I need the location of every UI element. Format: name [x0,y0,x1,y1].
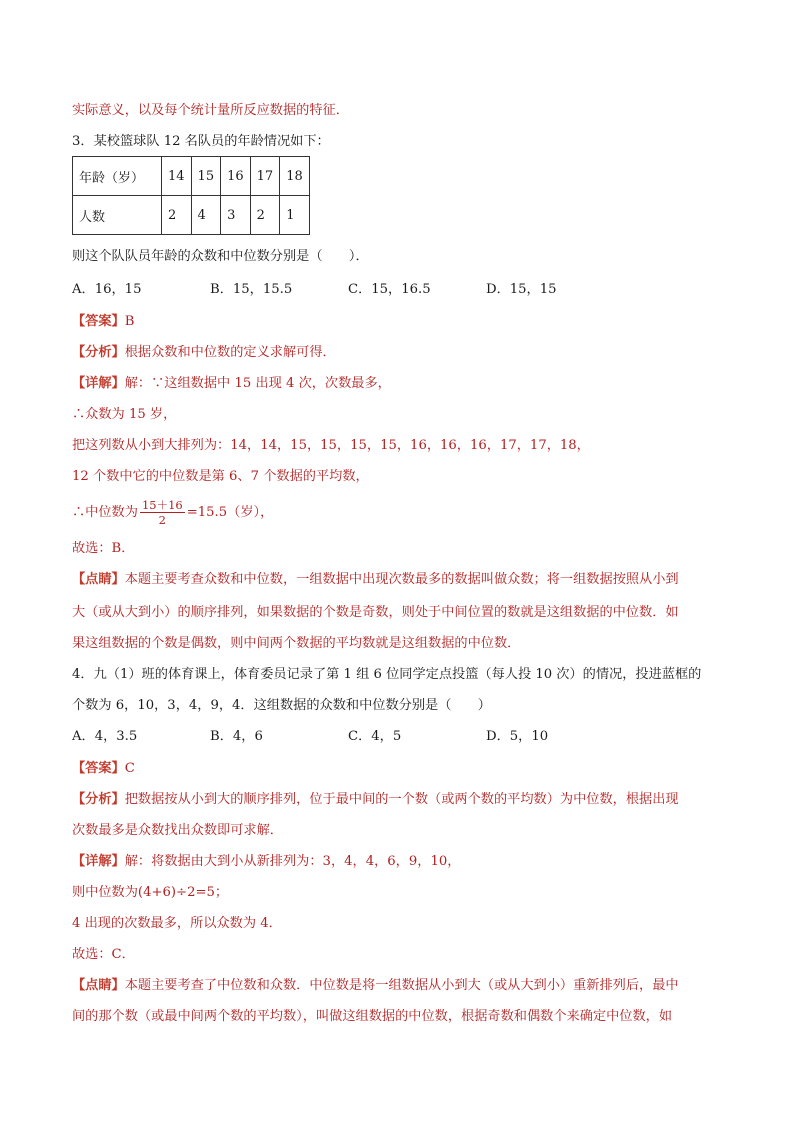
comment-line: 大（或从大到小）的顺序排列，如果数据的个数是奇数，则处于中间位置的数就是这组数据的中位数．如 [72,605,679,620]
table-cell: 17 [250,157,280,196]
analysis-line: 次数最多是众数找出众数即可求解． [72,823,283,838]
table-cell: 18 [280,157,310,196]
comment-line [72,571,679,589]
comment-text: 本题主要考查众数和中位数，一组数据中出现次数最多的数据叫做众数；将一组数据按照从小到 [124,572,679,587]
option-c: C．4，5 [348,729,402,744]
comment-text: 本题主要考查了中位数和众数．中位数是将一组数据从小到大（或从大到小）重新排列后，最中 [124,978,679,993]
table-cell: 4 [191,196,221,235]
age-table [72,156,310,235]
detail-fraction-line [72,498,273,527]
detail-text: ∴中位数为 [72,505,138,520]
table-header-age: 年龄（岁） [73,157,162,196]
detail-line: 12 个数中它的中位数是第 6、7 个数据的平均数， [72,469,369,484]
comment-line: 果这组数据的个数是偶数，则中间两个数据的平均数就是这组数据的中位数． [72,636,521,651]
option-d: D．15，15 [486,282,557,297]
question-3-stem: 则这个队队员年龄的众数和中位数分别是（ ）． [72,249,369,264]
detail-tag: 【详解】 [72,854,125,869]
detail-line: 故选：C． [72,947,135,962]
analysis-line [72,791,679,809]
option-a: A．4，3.5 [72,729,138,744]
table-cell: 14 [162,157,192,196]
fraction-denominator: 2 [158,513,166,527]
table-row [73,157,310,196]
detail-line: 把这列数从小到大排列为：14，14，15，15，15，15，16，16，16，17，17，18， [72,438,590,453]
answer-tag: 【答案】 [72,761,125,776]
table-cell: 1 [280,196,310,235]
option-b: B．15，15.5 [210,282,293,297]
detail-tag: 【详解】 [72,376,125,391]
analysis-line [72,344,336,362]
detail-text: 解：∵这组数据中 15 出现 4 次，次数最多， [124,376,391,391]
detail-line: 故选：B． [72,541,135,556]
question-4-title: 4．九（1）班的体育课上，体育委员记录了第 1 组 6 位同学定点投篮（每人投 10 次）的情况，投进蓝框的 [72,667,702,682]
table-cell: 15 [191,157,221,196]
analysis-text: 根据众数和中位数的定义求解可得． [124,345,336,360]
answer-line [72,313,134,331]
detail-line [72,375,391,393]
table-cell: 2 [250,196,280,235]
fraction-numerator: 15＋16 [141,498,183,512]
table-cell: 16 [221,157,251,196]
answer-line [72,760,135,778]
fraction [140,498,185,527]
detail-line: 4 出现的次数最多，所以众数为 4． [72,916,282,931]
comment-line: 间的那个数（或最中间两个数的平均数），叫做这组数据的中位数，根据奇数和偶数个来确定中位数，如 [72,1009,673,1024]
table-row [73,196,310,235]
detail-line: ∴众数为 15 岁， [72,407,177,422]
answer-tag: 【答案】 [72,314,125,329]
analysis-tag: 【分析】 [72,792,125,807]
detail-line [72,853,460,871]
comment-tag: 【点睛】 [72,572,125,587]
detail-line: 则中位数为(4+6)÷2=5； [72,885,229,900]
analysis-text: 把数据按从小到大的顺序排列，位于最中间的一个数（或两个数的平均数）为中位数，根据出现 [124,792,679,807]
question-4-title: 个数为 6，10，3，4，9，4．这组数据的众数和中位数分别是（ ） [72,698,491,713]
question-3-title: 3．某校篮球队 12 名队员的年龄情况如下： [72,134,330,149]
answer-value: C [124,761,135,776]
detail-text: =15.5（岁）， [186,505,274,520]
option-c: C．15，16.5 [348,282,431,297]
table-cell: 3 [221,196,251,235]
detail-text: 解：将数据由大到小从新排列为：3，4，4，6，9，10， [124,854,461,869]
analysis-tag: 【分析】 [72,345,125,360]
table-cell: 2 [162,196,192,235]
answer-value: B [124,314,135,329]
option-a: A．16，15 [72,282,142,297]
option-d: D．5，10 [486,729,549,744]
option-b: B．4，6 [210,729,263,744]
carry-over-line: 实际意义，以及每个统计量所反应数据的特征． [72,103,349,118]
table-header-count: 人数 [73,196,162,235]
comment-line [72,977,679,995]
comment-tag: 【点睛】 [72,978,125,993]
